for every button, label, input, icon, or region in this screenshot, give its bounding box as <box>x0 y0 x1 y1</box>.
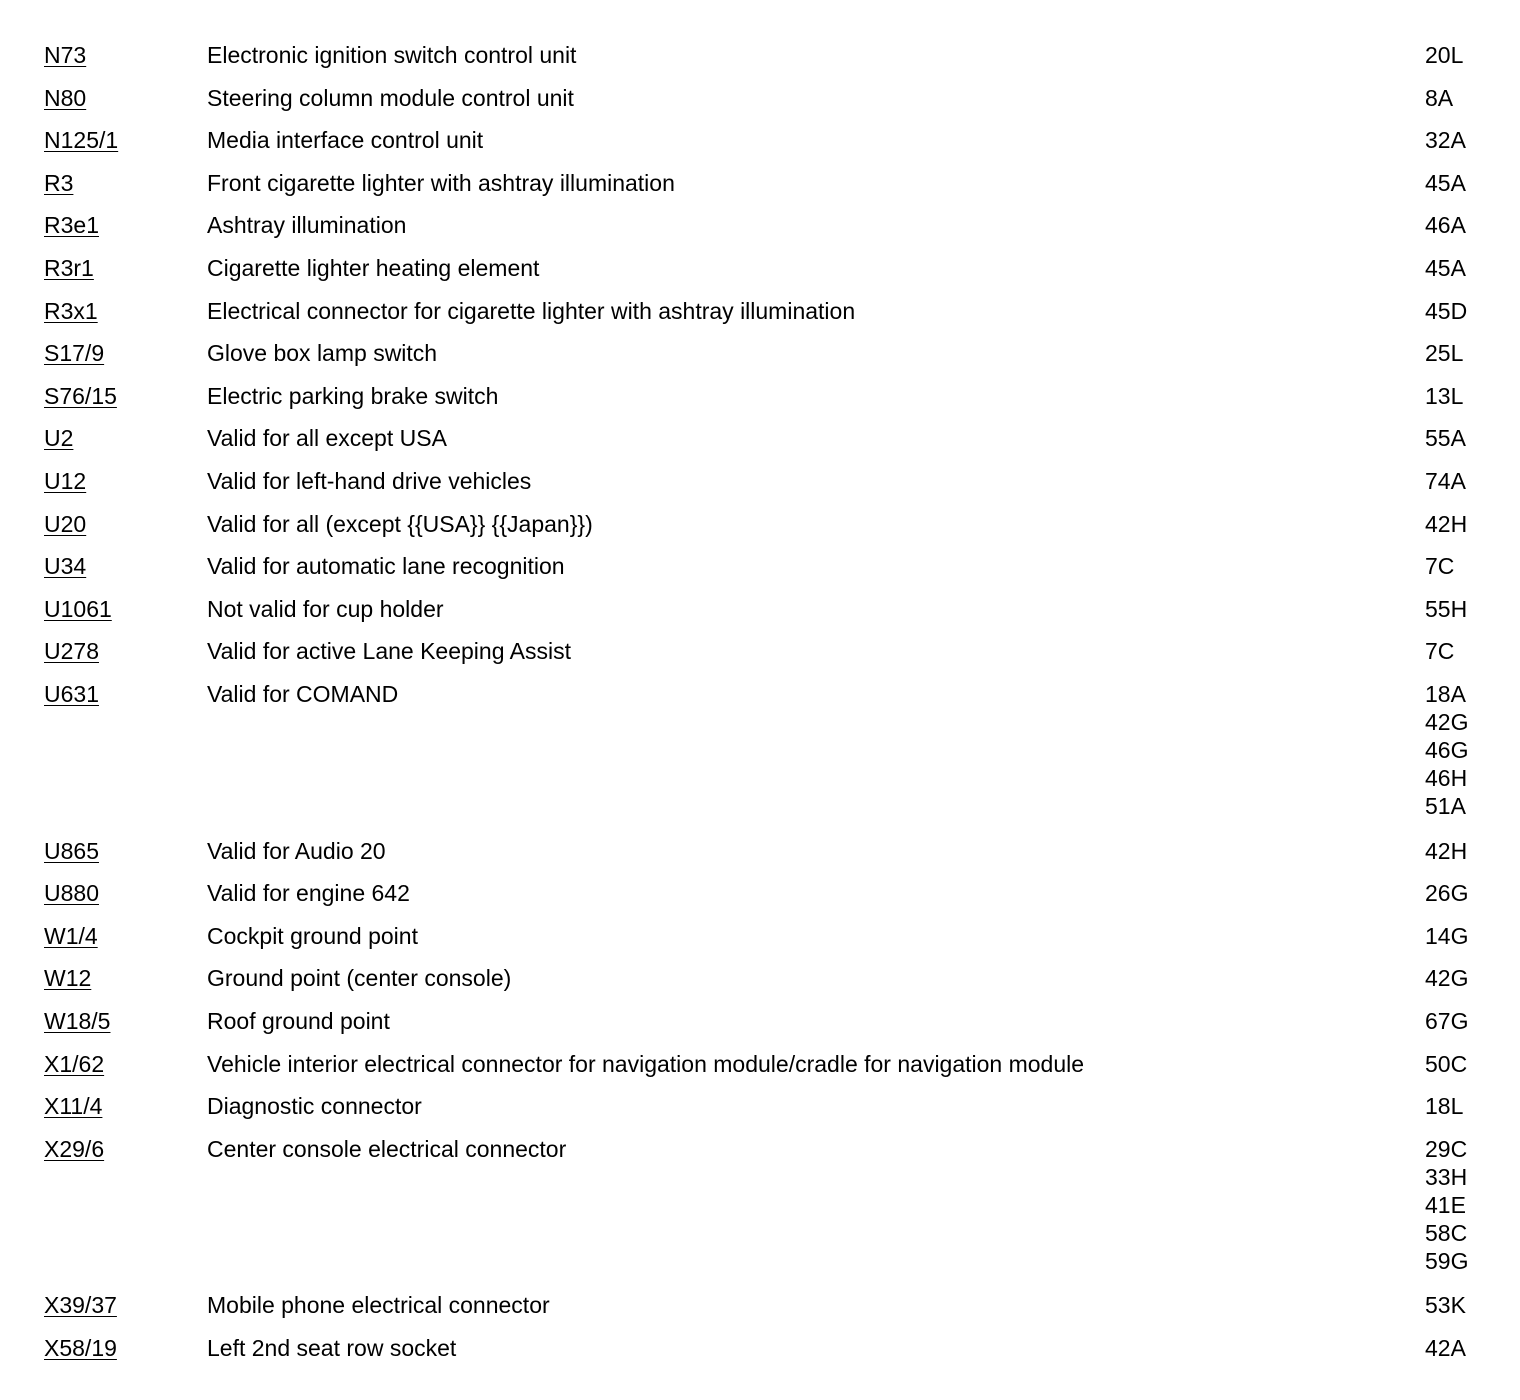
component-code-link[interactable]: X29/6 <box>44 1135 105 1162</box>
component-description: Valid for left-hand drive vehicles <box>207 468 532 494</box>
component-code-link[interactable]: W18/5 <box>44 1008 111 1034</box>
grid-coordinate: 7C <box>1425 553 1455 580</box>
component-description: Diagnostic connector <box>207 1093 422 1120</box>
component-description: Ashtray illumination <box>207 212 407 239</box>
grid-coordinates <box>1425 1291 1466 1319</box>
grid-coordinate: 53K <box>1425 1292 1466 1319</box>
component-description: Electrical connector for cigarette lighter with ashtray illumination <box>207 297 856 324</box>
grid-coordinate: 50C <box>1425 1050 1468 1077</box>
component-code-link[interactable]: W1/4 <box>44 922 98 949</box>
grid-coordinate: 45A <box>1425 255 1466 281</box>
grid-coordinate: 14G <box>1425 922 1469 949</box>
grid-coordinate: 42H <box>1425 837 1468 864</box>
component-code-link[interactable]: X39/37 <box>44 1292 117 1319</box>
component-code-link[interactable]: U278 <box>44 638 99 665</box>
component-code-link[interactable]: R3e1 <box>44 212 99 239</box>
component-description: Not valid for cup holder <box>207 595 444 622</box>
component-code-link[interactable]: X11/4 <box>44 1093 103 1120</box>
grid-coordinate: 18A <box>1425 681 1466 707</box>
grid-coordinate: 26G <box>1425 880 1469 907</box>
grid-coordinates <box>1425 680 1468 820</box>
component-description: Valid for active Lane Keeping Assist <box>207 638 571 665</box>
grid-coordinates <box>1425 382 1463 410</box>
component-description: Media interface control unit <box>207 127 484 154</box>
grid-coordinates <box>1425 424 1466 452</box>
component-description: Left 2nd seat row socket <box>207 1335 457 1361</box>
grid-coordinates <box>1425 84 1453 112</box>
grid-coordinates <box>1425 41 1463 69</box>
grid-coordinate: 74A <box>1425 468 1466 494</box>
grid-coordinates <box>1425 297 1467 325</box>
component-description: Valid for all except USA <box>207 425 447 452</box>
component-description: Electronic ignition switch control unit <box>207 42 577 68</box>
grid-coordinates <box>1425 922 1468 950</box>
grid-coordinate: 13L <box>1425 382 1464 409</box>
grid-coordinates <box>1425 1007 1468 1035</box>
component-code-link[interactable]: X1/62 <box>44 1050 105 1077</box>
grid-coordinate: 42H <box>1425 510 1468 537</box>
component-description: Roof ground point <box>207 1008 390 1034</box>
component-code-link[interactable]: R3x1 <box>44 297 98 324</box>
component-code-link[interactable]: R3r1 <box>44 255 94 281</box>
component-description: Valid for Audio 20 <box>207 837 386 864</box>
grid-coordinate: 45D <box>1425 297 1468 324</box>
component-code-link[interactable]: U880 <box>44 880 99 907</box>
component-code-link[interactable]: W12 <box>44 965 92 992</box>
component-code-link[interactable]: U2 <box>44 425 74 452</box>
grid-coordinates <box>1425 552 1454 580</box>
component-code-link[interactable]: U34 <box>44 553 87 580</box>
grid-coordinates <box>1425 1135 1468 1275</box>
grid-coordinates <box>1425 467 1466 495</box>
grid-coordinates <box>1425 837 1467 865</box>
grid-coordinate: 55A <box>1425 425 1466 452</box>
component-description: Valid for all (except {{USA}} {{Japan}}) <box>207 510 593 537</box>
grid-coordinate: 42A <box>1425 1335 1466 1361</box>
component-description: Valid for automatic lane recognition <box>207 553 565 580</box>
grid-coordinate: 33H <box>1425 1163 1468 1190</box>
grid-coordinates <box>1425 1092 1463 1120</box>
grid-coordinate: 42G <box>1425 965 1469 992</box>
grid-coordinate: 25L <box>1425 340 1464 367</box>
component-code-link[interactable]: N73 <box>44 42 87 68</box>
component-description: Center console electrical connector <box>207 1135 567 1162</box>
grid-coordinate: 29C <box>1425 1135 1468 1162</box>
grid-coordinate: 7C <box>1425 638 1455 665</box>
component-description: Cockpit ground point <box>207 922 418 949</box>
component-description: Front cigarette lighter with ashtray illumination <box>207 169 675 196</box>
grid-coordinates <box>1425 126 1466 154</box>
component-description: Electric parking brake switch <box>207 382 499 409</box>
grid-coordinate: 55H <box>1425 595 1468 622</box>
component-description: Mobile phone electrical connector <box>207 1292 550 1319</box>
grid-coordinates <box>1425 339 1463 367</box>
component-code-link[interactable]: U1061 <box>44 595 112 622</box>
grid-coordinate: 51A <box>1425 793 1466 819</box>
grid-coordinate: 46G <box>1425 737 1469 763</box>
component-description: Glove box lamp switch <box>207 340 438 367</box>
grid-coordinates <box>1425 595 1467 623</box>
component-code-link[interactable]: N125/1 <box>44 127 119 154</box>
grid-coordinates <box>1425 637 1454 665</box>
component-code-link[interactable]: U20 <box>44 510 87 537</box>
component-description: Ground point (center console) <box>207 965 512 992</box>
component-description: Valid for engine 642 <box>207 880 410 907</box>
grid-coordinates <box>1425 211 1466 239</box>
grid-coordinates <box>1425 510 1467 538</box>
grid-coordinates <box>1425 1050 1467 1078</box>
grid-coordinates <box>1425 964 1468 992</box>
grid-coordinate: 59G <box>1425 1247 1469 1274</box>
component-code-link[interactable]: S76/15 <box>44 382 117 409</box>
component-description: Cigarette lighter heating element <box>207 255 540 281</box>
grid-coordinates <box>1425 879 1468 907</box>
component-code-link[interactable]: X58/19 <box>44 1335 117 1361</box>
grid-coordinate: 20L <box>1425 42 1464 68</box>
component-code-link[interactable]: U12 <box>44 468 87 494</box>
component-code-link[interactable]: U865 <box>44 837 99 864</box>
component-code-link[interactable]: R3 <box>44 169 74 196</box>
grid-coordinate: 67G <box>1425 1008 1469 1034</box>
grid-coordinate: 45A <box>1425 169 1466 196</box>
component-description: Steering column module control unit <box>207 84 574 111</box>
grid-coordinate: 58C <box>1425 1219 1468 1246</box>
component-code-link[interactable]: N80 <box>44 84 87 111</box>
grid-coordinate: 42G <box>1425 709 1469 735</box>
grid-coordinates <box>1425 169 1466 197</box>
component-code-link[interactable]: U631 <box>44 681 99 707</box>
grid-coordinate: 41E <box>1425 1191 1466 1218</box>
grid-coordinate: 18L <box>1425 1093 1464 1120</box>
grid-coordinate: 32A <box>1425 127 1466 154</box>
component-description: Valid for COMAND <box>207 681 399 707</box>
grid-coordinate: 46H <box>1425 765 1468 791</box>
grid-coordinates <box>1425 254 1466 282</box>
grid-coordinate: 8A <box>1425 84 1454 111</box>
grid-coordinates <box>1425 1334 1466 1362</box>
component-description: Vehicle interior electrical connector for navigation module/cradle for navigation module <box>207 1050 1085 1077</box>
component-code-link[interactable]: S17/9 <box>44 340 105 367</box>
grid-coordinate: 46A <box>1425 212 1466 239</box>
